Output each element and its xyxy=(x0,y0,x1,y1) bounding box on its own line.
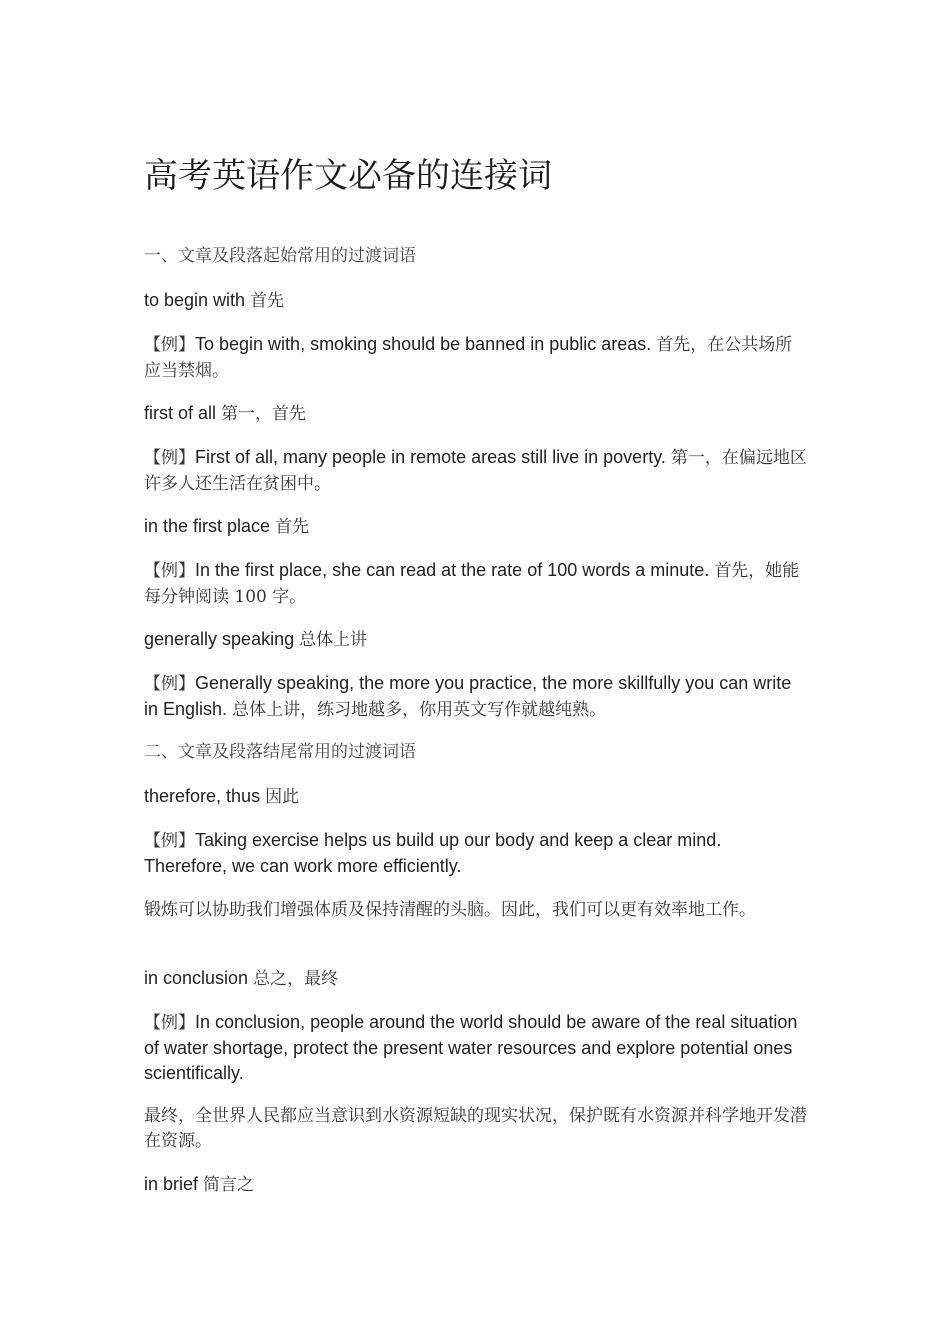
phrase-entry xyxy=(144,401,809,427)
example-tag: 【例】 xyxy=(144,448,195,468)
example-tag: 【例】 xyxy=(144,674,195,694)
phrase-meaning: 总体上讲 xyxy=(299,630,368,650)
phrase-entry xyxy=(144,966,809,992)
phrase-entry xyxy=(144,1172,809,1198)
phrase-meaning: 因此 xyxy=(265,787,300,807)
example-english: Taking exercise helps us build up our body and keep a clear mind. Therefore, we can work more efficiently. xyxy=(144,830,722,876)
phrase-meaning: 简言之 xyxy=(203,1175,255,1195)
example-entry xyxy=(144,558,809,610)
phrase-text: therefore, thus xyxy=(144,786,261,806)
phrase-text: to begin with xyxy=(144,290,246,310)
section-heading-1: 一、文章及段落起始常用的过渡词语 xyxy=(144,246,416,266)
phrase-text: in brief xyxy=(144,1174,199,1194)
example-chinese: 首先，她能每分钟阅读 100 字。 xyxy=(144,561,800,607)
phrase-meaning: 首先 xyxy=(250,291,285,311)
example-chinese: 首先，在公共场所应当禁烟。 xyxy=(144,335,793,381)
example-chinese: 总体上讲，练习地越多，你用英文写作就越纯熟。 xyxy=(232,700,607,720)
example-chinese: 锻炼可以协助我们增强体质及保持清醒的头脑。因此，我们可以更有效率地工作。 xyxy=(144,900,756,920)
page-title: 高考英语作文必备的连接词 xyxy=(144,156,552,196)
example-english: In the first place, she can read at the rate of 100 words a minute. xyxy=(195,560,710,580)
example-entry xyxy=(144,332,809,384)
example-entry xyxy=(144,445,809,497)
phrase-entry xyxy=(144,627,809,653)
example-english: In conclusion, people around the world should be aware of the real situation of water shortage, protect the present water resources and explore potential ones scientifically. xyxy=(144,1012,798,1083)
phrase-text: in conclusion xyxy=(144,968,249,988)
example-english: To begin with, smoking should be banned in public areas. xyxy=(195,334,652,354)
phrase-entry xyxy=(144,288,809,314)
example-entry xyxy=(144,828,809,879)
example-entry xyxy=(144,671,809,723)
phrase-text: first of all xyxy=(144,403,217,423)
example-entry xyxy=(144,1010,809,1086)
example-english: Generally speaking, the more you practice, the more skillfully you can write in English. xyxy=(144,673,792,719)
phrase-entry xyxy=(144,514,809,540)
example-tag: 【例】 xyxy=(144,561,195,581)
phrase-entry xyxy=(144,784,809,810)
example-chinese: 最终，全世界人民都应当意识到水资源短缺的现实状况，保护既有水资源并科学地开发潜在资源。 xyxy=(144,1106,807,1151)
example-tag: 【例】 xyxy=(144,335,195,355)
example-tag: 【例】 xyxy=(144,831,195,851)
phrase-text: generally speaking xyxy=(144,629,295,649)
section-heading-2: 二、文章及段落结尾常用的过渡词语 xyxy=(144,742,416,762)
phrase-text: in the first place xyxy=(144,516,271,536)
phrase-meaning: 总之，最终 xyxy=(253,969,339,989)
phrase-meaning: 第一，首先 xyxy=(221,404,307,424)
example-english: First of all, many people in remote areas still live in poverty. xyxy=(195,447,666,467)
phrase-meaning: 首先 xyxy=(275,517,310,537)
example-chinese: 第一，在偏远地区许多人还生活在贫困中。 xyxy=(144,448,807,494)
example-tag: 【例】 xyxy=(144,1013,195,1033)
